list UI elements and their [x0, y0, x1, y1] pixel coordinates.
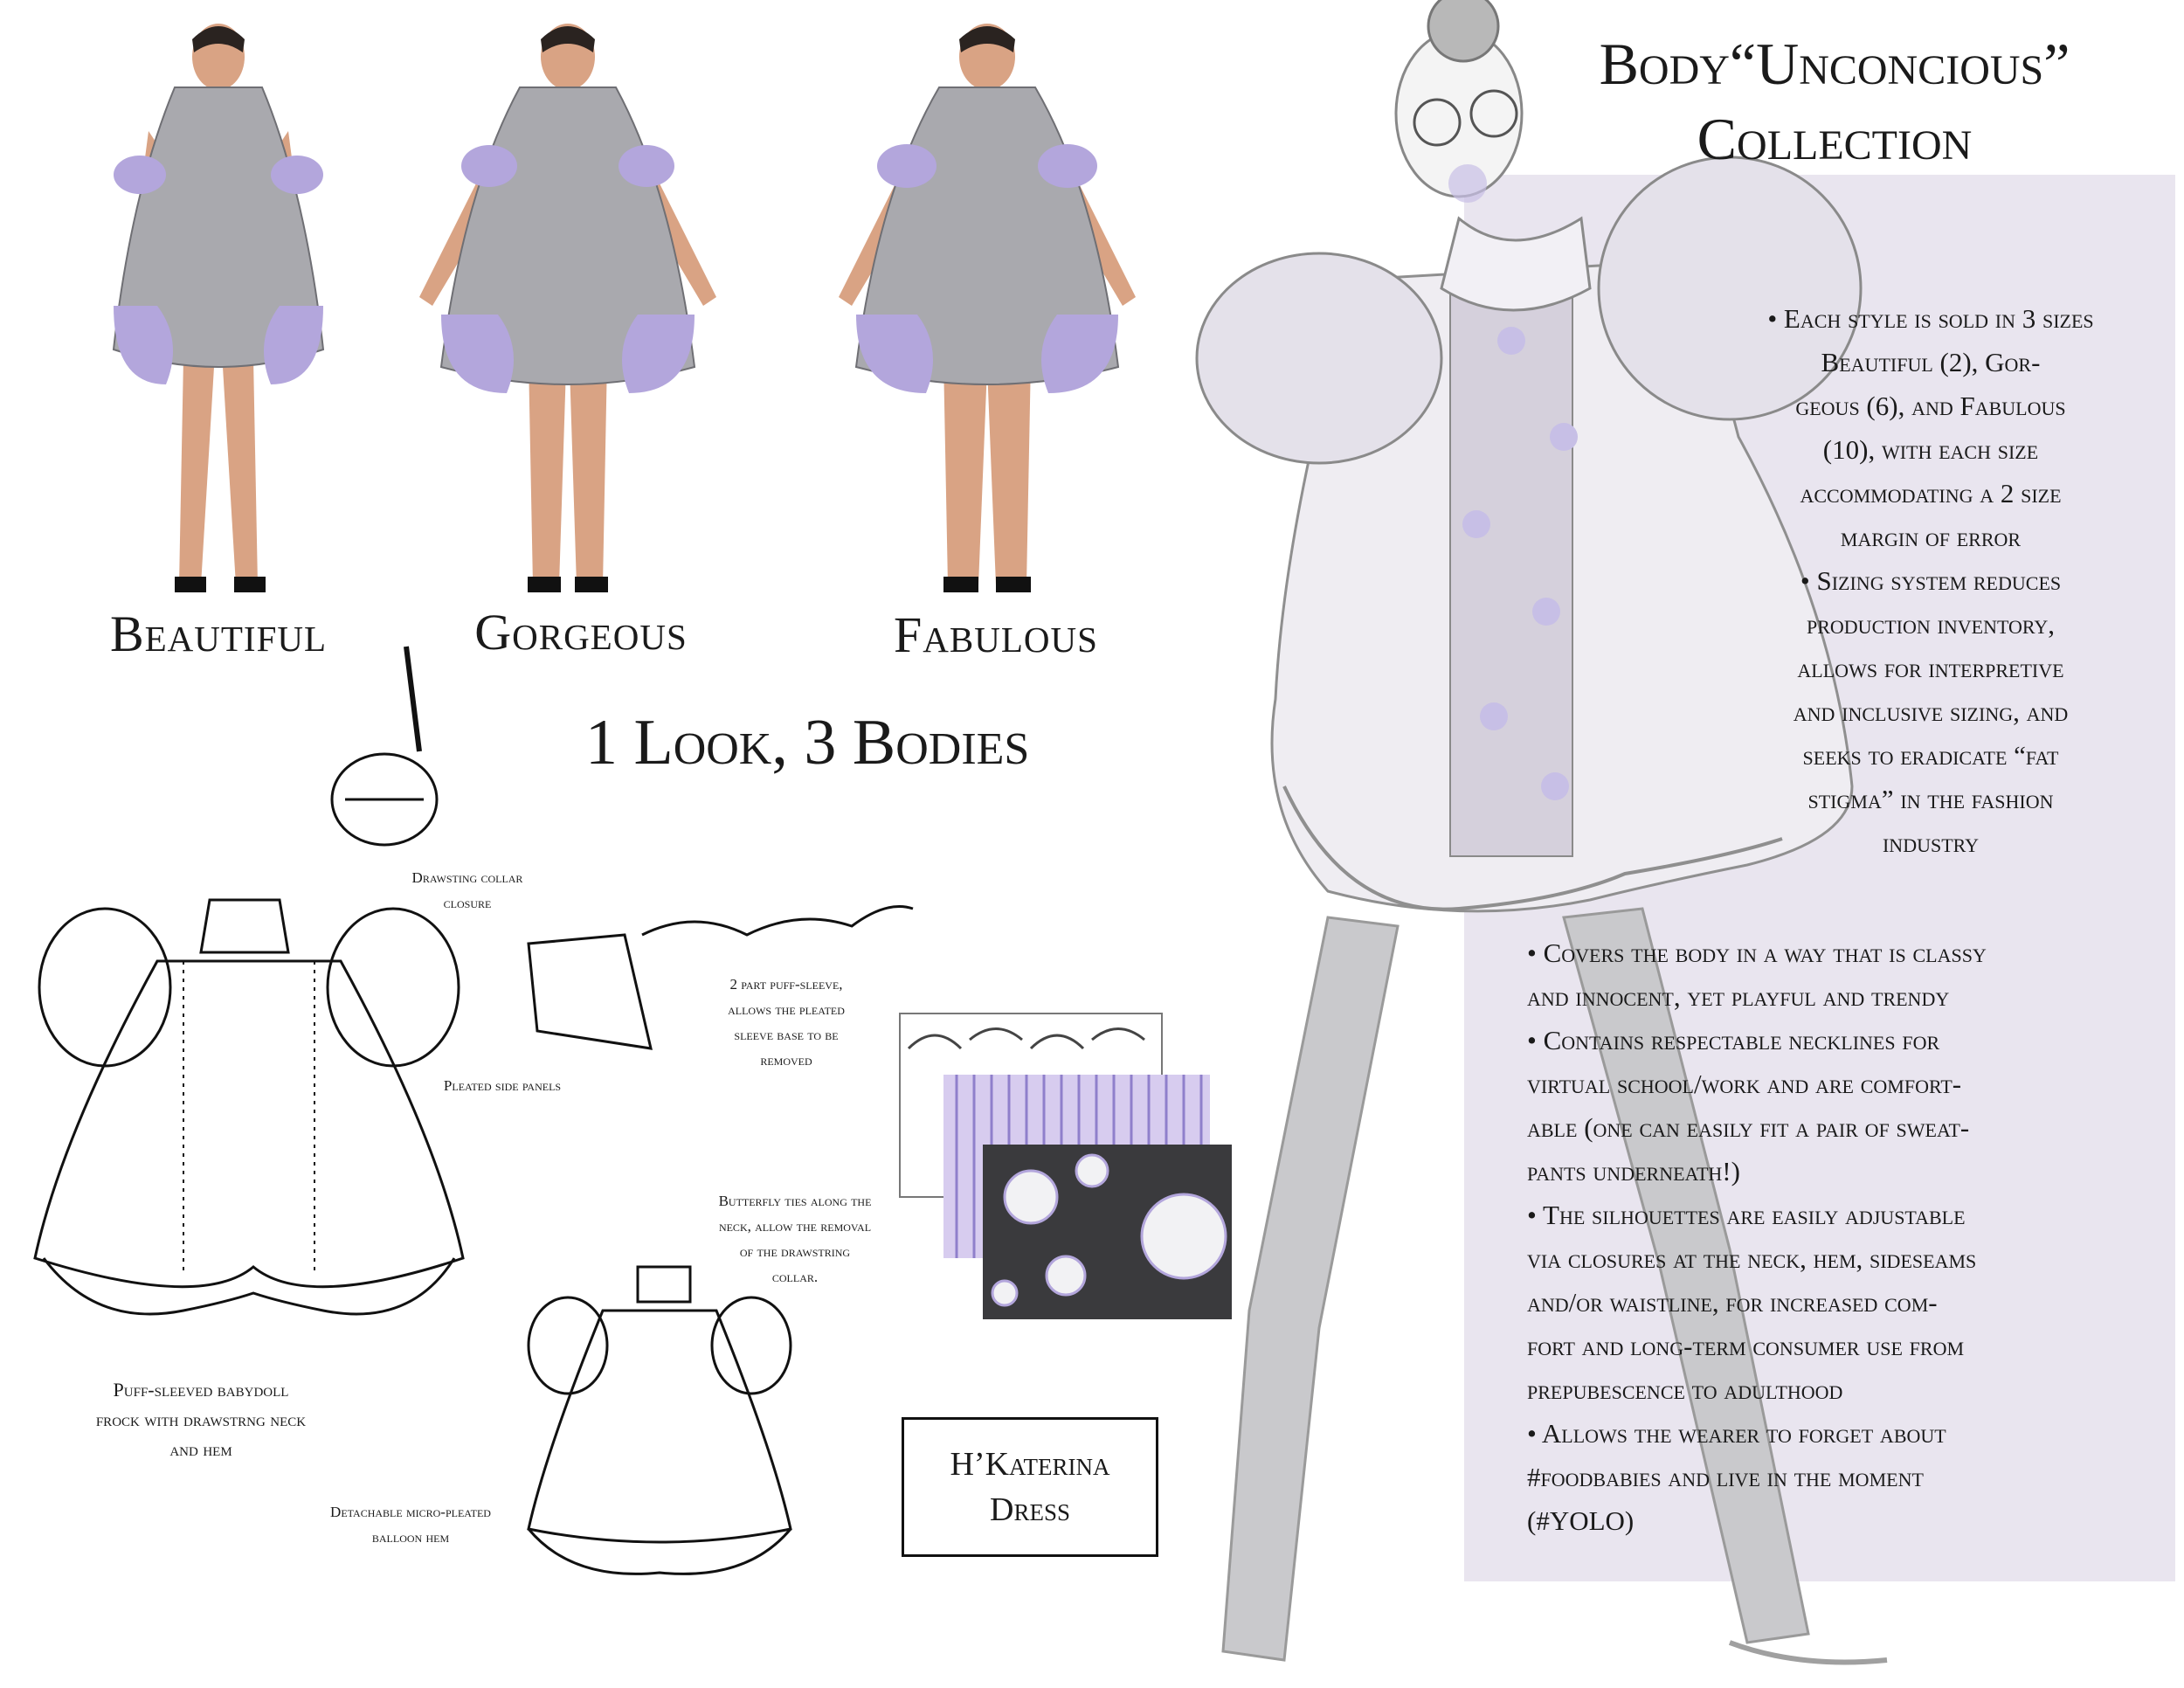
- collection-title-line1: Body“Unconcious”: [1599, 31, 2070, 97]
- feature-bullet-line: able (one can easily fit a pair of sweat-: [1527, 1112, 1970, 1143]
- size-label-beautiful: Beautiful: [109, 605, 328, 662]
- sizing-bullet-line: geous (6), and Fabulous: [1795, 391, 2066, 421]
- note-butterfly: [699, 1188, 891, 1290]
- frock-flat-sketch-small: [520, 1258, 799, 1616]
- dress-name-line1: H’Katerina: [950, 1446, 1110, 1483]
- avatar-gorgeous: [437, 17, 699, 612]
- note-line: 2 part puff-sleeve,: [729, 976, 843, 993]
- size-label-gorgeous: Gorgeous: [474, 604, 688, 661]
- feature-bullet-line: • Contains respectable necklines for: [1527, 1025, 1940, 1055]
- note-panels: Pleated side panels: [443, 1077, 562, 1094]
- frock-flat-sketch-large: [26, 874, 480, 1380]
- feature-bullet-line: • The silhouettes are easily adjustable: [1527, 1200, 1966, 1230]
- feature-bullet-line: and innocent, yet playful and trendy: [1527, 981, 1950, 1012]
- feature-bullet-line: (#YOLO): [1527, 1505, 1635, 1536]
- collection-title: [1555, 26, 2114, 176]
- avatar-beautiful: [87, 17, 349, 612]
- note-sleeve: [690, 972, 882, 1073]
- feature-bullets: [1527, 931, 2139, 1543]
- collar-detail-sketch: [323, 647, 454, 847]
- sizing-bullet-line: • Each style is sold in 3 sizes Beautiful (2), Gor-: [1767, 303, 2094, 377]
- fabric-swatches: [900, 1013, 1232, 1319]
- feature-bullet-line: #foodbabies and live in the moment: [1527, 1462, 1924, 1492]
- note-line: neck, allow the removal: [718, 1218, 872, 1235]
- sizing-bullet-line: • Sizing system reduces: [1800, 565, 2062, 596]
- note-line: sleeve base to be: [734, 1027, 839, 1043]
- note-line: allows the pleated: [728, 1001, 845, 1018]
- feature-bullet-line: • Covers the body in a way that is classy: [1527, 937, 1987, 968]
- note-collar: [384, 865, 550, 916]
- note-line: Drawsting collar: [411, 869, 523, 886]
- sizing-bullets: [1738, 297, 2123, 865]
- note-hem: [310, 1499, 511, 1550]
- feature-bullet-line: pants underneath!): [1527, 1156, 1740, 1186]
- size-label-fabulous: Fabulous: [894, 606, 1098, 663]
- feature-bullet-line: • Allows the wearer to forget about: [1527, 1418, 1946, 1449]
- sizing-bullet-line: margin of error: [1840, 522, 2022, 552]
- avatar-fabulous: [856, 17, 1118, 612]
- sizing-bullet-line: seeks to eradicate “fat: [1802, 740, 2059, 771]
- sizing-bullet-line: production inventory,: [1807, 609, 2055, 640]
- sizing-bullet-line: industry: [1882, 827, 1979, 858]
- feature-bullet-line: fort and long-term consumer use from: [1527, 1331, 1965, 1361]
- feature-bullet-line: virtual school/work and are comfort-: [1527, 1069, 1962, 1099]
- sizing-bullet-line: stigma” in the fashion: [1807, 784, 2054, 814]
- caption-line: and hem: [169, 1438, 232, 1460]
- note-line: collar.: [771, 1269, 819, 1285]
- sizing-bullet-line: and inclusive sizing, and: [1793, 696, 2069, 727]
- dress-name-line2: Dress: [990, 1491, 1070, 1528]
- feature-bullet-line: via closures at the neck, hem, sideseams: [1527, 1243, 1977, 1274]
- note-line: removed: [760, 1052, 812, 1069]
- frock-caption: [52, 1375, 349, 1464]
- dress-name-box: [902, 1417, 1158, 1557]
- collection-title-line2: Collection: [1697, 106, 1973, 172]
- note-line: Butterfly ties along the: [718, 1193, 872, 1209]
- note-line: closure: [443, 895, 492, 911]
- note-line: of the drawstring: [739, 1243, 851, 1260]
- caption-line: Puff-sleeved babydoll: [113, 1379, 289, 1401]
- note-line: balloon hem: [371, 1529, 450, 1546]
- main-title: 1 Look, 3 Bodies: [585, 707, 1030, 778]
- sizing-bullet-line: accommodating a 2 size: [1800, 478, 2062, 508]
- feature-bullet-line: and/or waistline, for increased com-: [1527, 1287, 1938, 1318]
- note-line: Detachable micro-pleated: [330, 1504, 491, 1520]
- sizing-bullet-line: allows for interpretive: [1797, 653, 2064, 683]
- caption-line: frock with drawstrng neck: [95, 1408, 307, 1430]
- feature-bullet-line: prepubescence to adulthood: [1527, 1374, 1843, 1405]
- sizing-bullet-line: (10), with each size: [1822, 434, 2039, 465]
